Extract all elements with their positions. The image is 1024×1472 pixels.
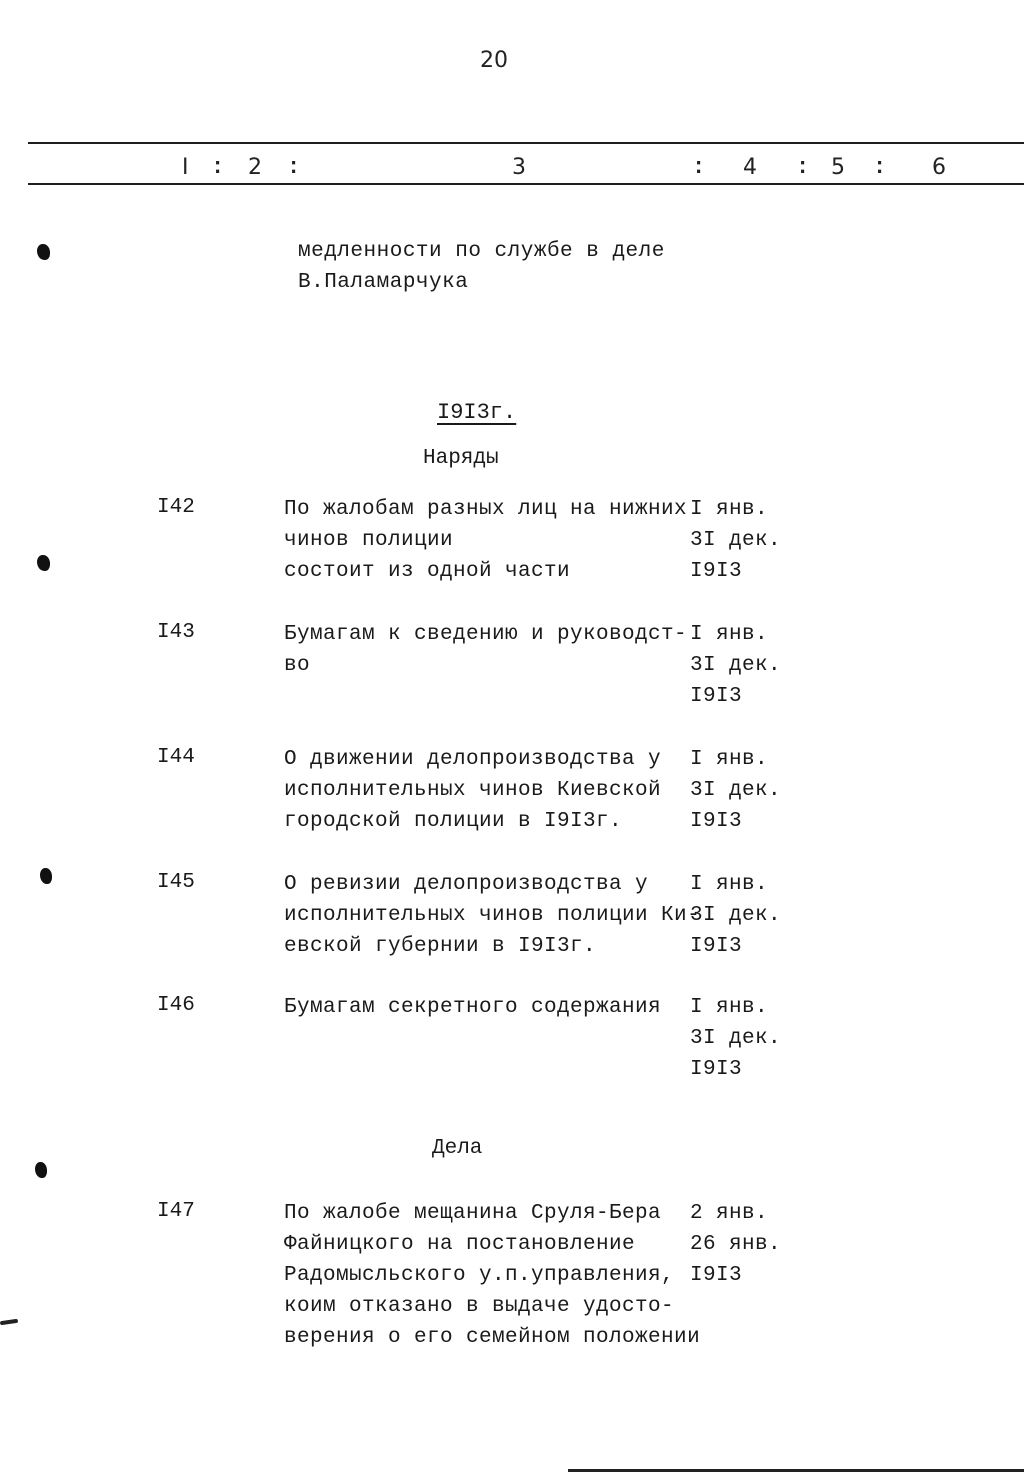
column-header-1: I — [182, 155, 189, 180]
binding-hole-mark — [37, 555, 50, 571]
entry-number: I47 — [157, 1200, 195, 1223]
continuation-line: В.Паламарчука — [298, 271, 469, 294]
entry-dates: I янв. 3I дек. I9I3 — [690, 498, 782, 583]
entry-number: I42 — [157, 496, 195, 519]
entry-dates: I янв. 3I дек. I9I3 — [690, 996, 782, 1081]
entry-number: I43 — [157, 621, 195, 644]
entry-number: I45 — [157, 871, 195, 894]
binding-hole-mark — [35, 1162, 47, 1178]
entry-description: Бумагам к сведению и руководст- во — [284, 623, 688, 677]
section-heading-naryady: Наряды — [423, 447, 499, 470]
header-rule-bottom — [28, 183, 1024, 185]
binding-hole-mark — [37, 244, 50, 260]
column-header-4: 4 — [743, 155, 757, 180]
column-separator: : — [796, 155, 810, 180]
margin-mark — [0, 1319, 18, 1325]
binding-hole-mark — [40, 868, 52, 884]
header-rule-top — [28, 142, 1024, 144]
entry-description: По жалобам разных лиц на нижних чинов полиции состоит из одной части — [284, 498, 688, 583]
column-separator: : — [211, 155, 225, 180]
column-header-2: 2 — [248, 155, 262, 180]
entry-number: I46 — [157, 994, 195, 1017]
year-heading: I9I3г. — [437, 400, 517, 425]
column-separator: : — [873, 155, 887, 180]
column-separator: : — [692, 155, 706, 180]
entry-dates: 2 янв. 26 янв. I9I3 — [690, 1202, 782, 1287]
entry-dates: I янв. 3I дек. I9I3 — [690, 623, 782, 708]
entry-description: По жалобе мещанина Сруля-Бера Файницкого на постановление Радомысльского у.п.управления, коим отказано в выдаче удосто- верения о его семейном положении — [284, 1202, 701, 1349]
entry-description: Бумагам секретного содержания — [284, 996, 662, 1019]
entry-number: I44 — [157, 746, 195, 769]
column-header-3: 3 — [512, 155, 526, 180]
page-number: 20 — [480, 48, 508, 73]
entry-dates: I янв. 3I дек. I9I3 — [690, 748, 782, 833]
entry-dates: I янв. 3I дек. I9I3 — [690, 873, 782, 958]
entry-description: О движении делопроизводства у исполнительных чинов Киевской городской полиции в I9I3г. — [284, 748, 662, 833]
column-separator: : — [287, 155, 301, 180]
entry-description: О ревизии делопроизводства у исполнительных чинов полиции Ки- евской губернии в I9I3г. — [284, 873, 701, 958]
continuation-line: медленности по службе в деле — [298, 240, 665, 263]
section-heading-dela: Дела — [432, 1137, 483, 1160]
column-header-5: 5 — [831, 155, 845, 180]
column-header-6: 6 — [932, 155, 946, 180]
